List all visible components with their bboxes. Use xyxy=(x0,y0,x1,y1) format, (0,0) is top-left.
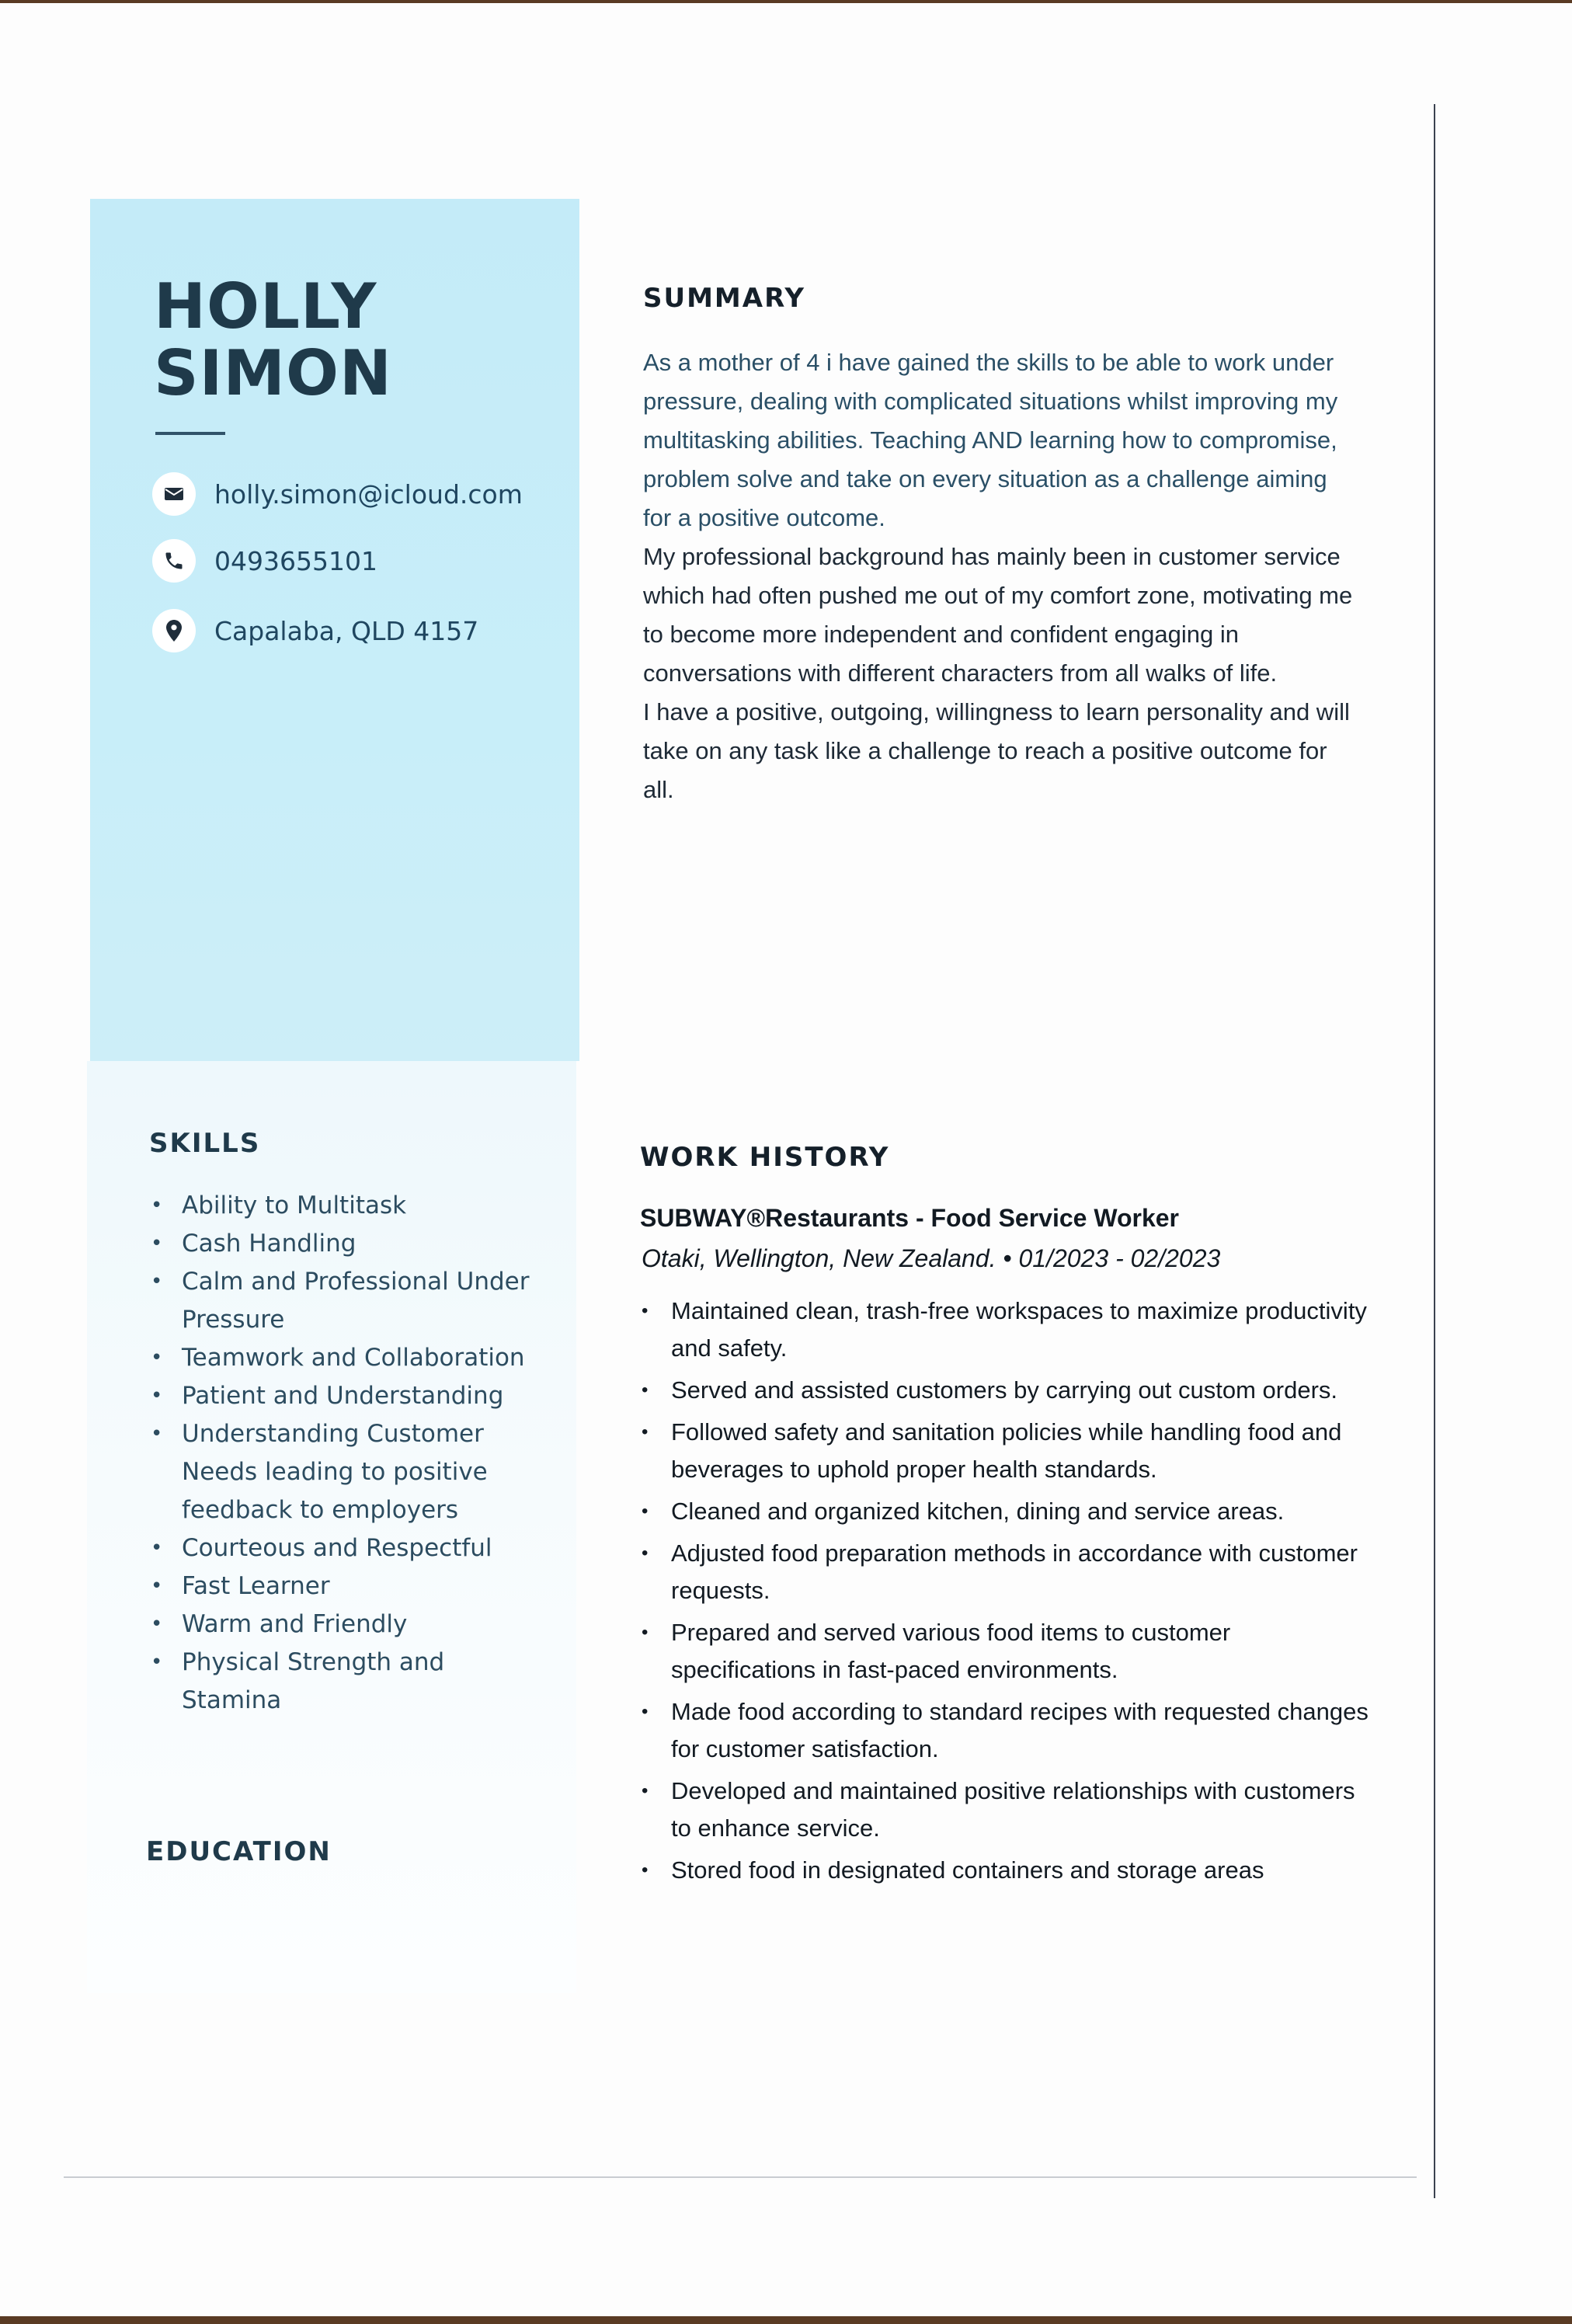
summary-heading: SUMMARY xyxy=(643,283,806,314)
job-title-line xyxy=(640,1204,1179,1233)
duty-item: • Stored food in designated containers and storage areas xyxy=(638,1852,1369,1889)
contact-location xyxy=(152,609,478,652)
skill-item: • Cash Handling xyxy=(151,1225,539,1263)
candidate-name xyxy=(154,270,392,409)
name-first-line: HOLLY xyxy=(154,270,377,343)
job-location: Otaki, Wellington, New Zealand. xyxy=(642,1244,996,1272)
duty-item: • Adjusted food preparation methods in accordance with customer requests. xyxy=(638,1535,1369,1609)
summary-text xyxy=(643,343,1358,809)
skill-item: • Calm and Professional Under Pressure xyxy=(151,1263,539,1339)
phone-icon xyxy=(152,539,196,583)
duty-item: • Made food according to standard recipes with requested changes for customer satisfaction. xyxy=(638,1693,1369,1768)
skill-item: • Ability to Multitask xyxy=(151,1187,539,1225)
skill-item: • Patient and Understanding xyxy=(151,1377,539,1415)
summary-paragraph: My professional background has mainly been in customer service which had often pushed me out of my comfort zone, motivating me to become more independent and confident engaging in conversations with different characters from all walks of life. xyxy=(643,543,1353,687)
name-second-line: SIMON xyxy=(154,337,392,409)
duty-item: • Served and assisted customers by carrying out custom orders. xyxy=(638,1372,1369,1409)
skill-item: • Teamwork and Collaboration xyxy=(151,1339,539,1377)
job-separator: - xyxy=(915,1204,924,1232)
summary-paragraph: As a mother of 4 i have gained the skills to be able to work under pressure, dealing with complicated situations whilst improving my multitasking abilities. Teaching AND learning how to compromise, problem solve and take on every situation as a challenge aiming for a positive outcome. xyxy=(643,349,1338,531)
page-right-border xyxy=(1434,104,1435,2198)
contact-email xyxy=(152,472,523,516)
job-meta-line xyxy=(642,1244,1220,1273)
skill-item: • Fast Learner xyxy=(151,1567,539,1606)
name-divider xyxy=(155,432,225,435)
phone-text[interactable]: 0493655101 xyxy=(214,545,377,576)
job-duties-list xyxy=(638,1292,1369,1894)
envelope-icon xyxy=(152,472,196,516)
contact-phone xyxy=(152,539,377,583)
skill-item: • Physical Strength and Stamina xyxy=(151,1644,539,1720)
work-history-heading: WORK HISTORY xyxy=(640,1142,890,1173)
job-employer: SUBWAY®Restaurants xyxy=(640,1204,909,1232)
skill-item: • Warm and Friendly xyxy=(151,1606,539,1644)
skill-item: • Understanding Customer Needs leading to positive feedback to employers xyxy=(151,1415,539,1529)
job-dates: • 01/2023 - 02/2023 xyxy=(1003,1244,1221,1272)
duty-item: • Followed safety and sanitation policies while handling food and beverages to uphold proper health standards. xyxy=(638,1414,1369,1488)
skills-heading: SKILLS xyxy=(149,1128,261,1159)
summary-paragraph: I have a positive, outgoing, willingness to learn personality and will take on any task like a challenge to reach a positive outcome for all. xyxy=(643,698,1350,803)
email-text[interactable]: holly.simon@icloud.com xyxy=(214,478,523,510)
duty-item: • Prepared and served various food items to customer specifications in fast-paced environments. xyxy=(638,1614,1369,1689)
education-heading: EDUCATION xyxy=(146,1836,332,1867)
skills-list xyxy=(151,1187,539,1720)
duty-item: • Maintained clean, trash-free workspaces to maximize productivity and safety. xyxy=(638,1292,1369,1367)
skill-item: • Courteous and Respectful xyxy=(151,1529,539,1567)
map-pin-icon xyxy=(152,609,196,652)
duty-item: • Developed and maintained positive relationships with customers to enhance service. xyxy=(638,1773,1369,1847)
page-bottom-border xyxy=(64,2176,1417,2178)
duty-item: • Cleaned and organized kitchen, dining and service areas. xyxy=(638,1493,1369,1530)
location-text: Capalaba, QLD 4157 xyxy=(214,615,479,646)
job-role: Food Service Worker xyxy=(930,1204,1179,1232)
resume-page xyxy=(0,3,1572,2316)
